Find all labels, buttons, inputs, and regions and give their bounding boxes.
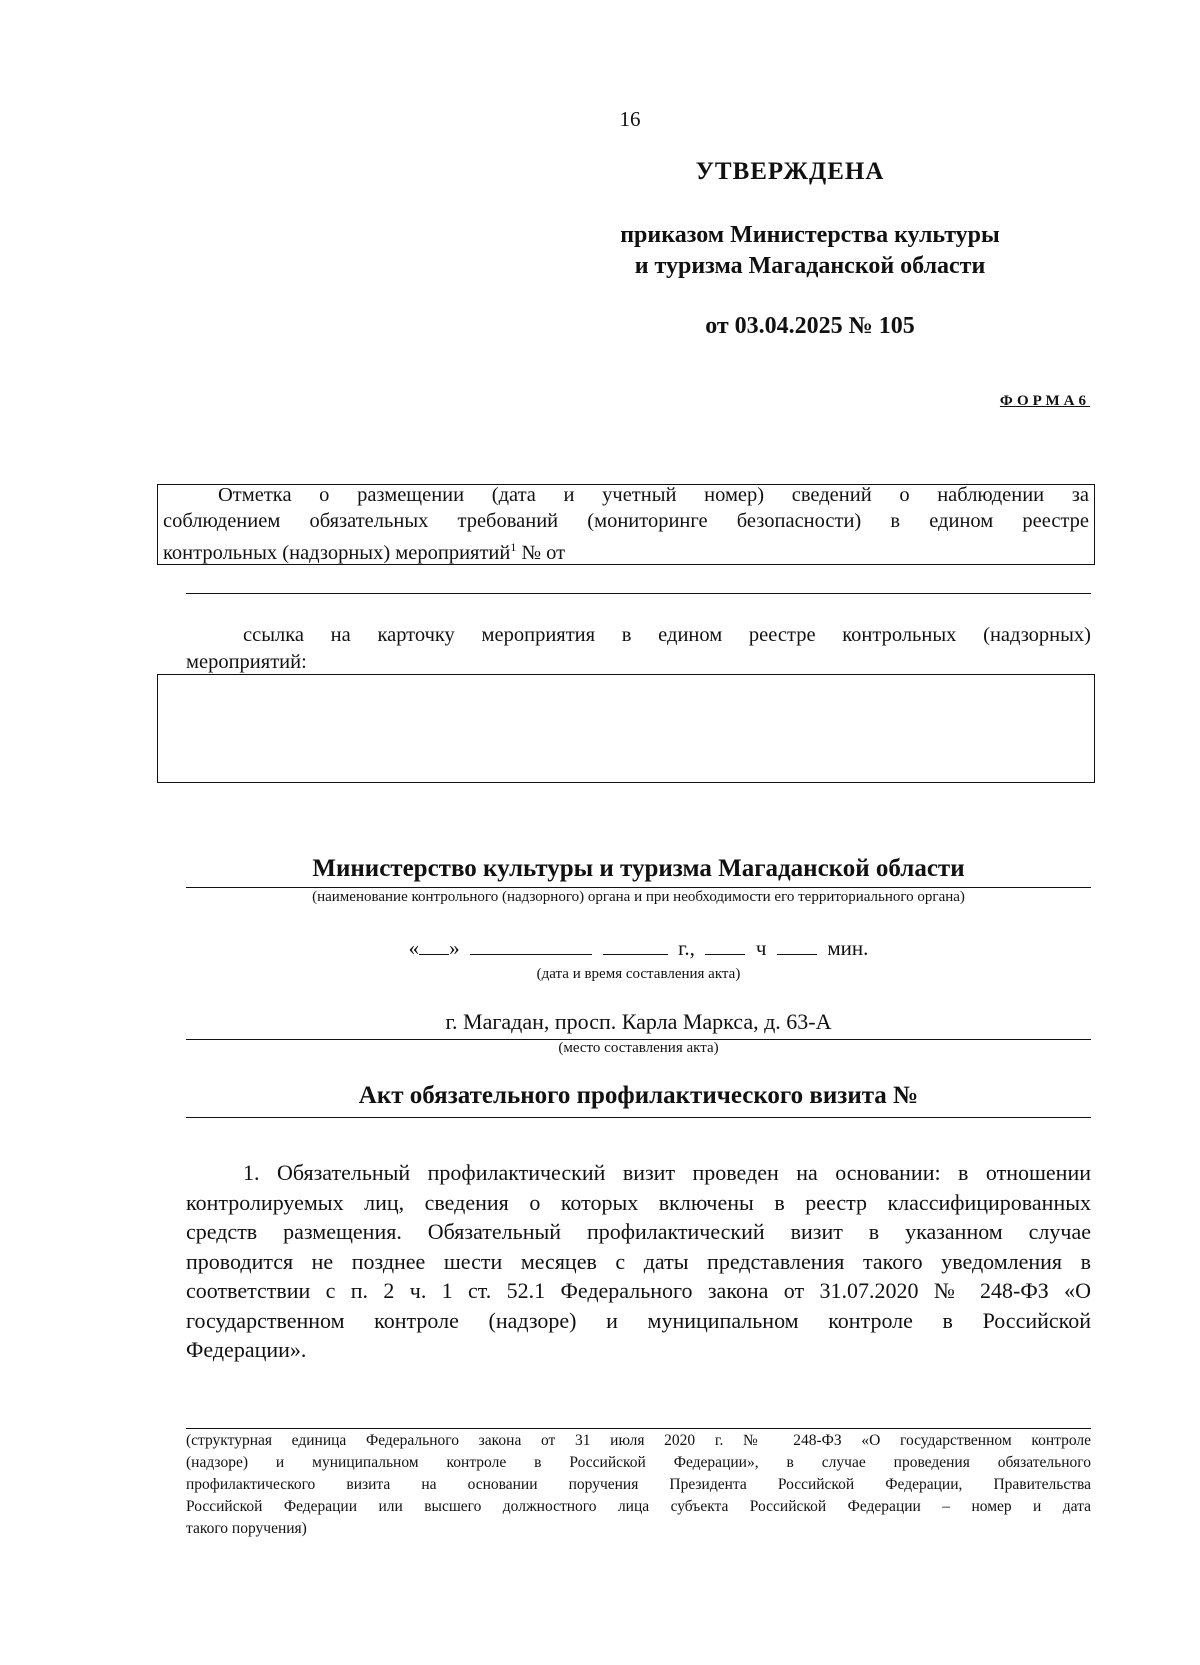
registry-line-3-text: контрольных (надзорных) мероприятий [163, 541, 511, 564]
page-number: 16 [619, 107, 641, 131]
month-blank [470, 936, 592, 955]
form-label: ФОРМА6 [999, 393, 1090, 409]
footnote [186, 1430, 1091, 1540]
authority-underline [186, 887, 1091, 888]
registry-mark-box [157, 484, 1095, 565]
act-title-underline [186, 1117, 1091, 1118]
close-quote: » [449, 936, 460, 960]
footnote-line: (структурная единица Федерального закона от 31 июля 2020 г. № 248-ФЗ «О государственном контроле [186, 1432, 1091, 1449]
footnote-line: такого поручения) [186, 1520, 307, 1537]
separator-line [186, 593, 1091, 594]
footnote-line: (надзоре) и муниципальном контроле в Российской Федерации», в случае проведения обязательного [186, 1454, 1091, 1471]
place-value: г. Магадан, просп. Карла Маркса, д. 63-А [445, 1009, 832, 1034]
card-link-box [157, 674, 1095, 783]
main-paragraph [186, 1158, 1091, 1365]
order-line-1: приказом Министерства культуры [620, 222, 1000, 248]
paragraph-line: контролируемых лиц, сведения о которых включены в реестр классифицированных [186, 1189, 1091, 1215]
minutes-suffix: мин. [827, 936, 869, 960]
paragraph-line: проводится не позднее шести месяцев с даты представления такого уведомления в [186, 1248, 1091, 1274]
minutes-blank [777, 936, 817, 955]
paragraph-line: Федерации». [186, 1337, 307, 1362]
registry-line-3 [163, 534, 1089, 566]
order-line-2: и туризма Магаданской области [634, 253, 986, 279]
authority-caption: (наименование контрольного (надзорного) органа и при необходимости его территориального органа) [312, 889, 965, 905]
datetime-caption: (дата и время составления акта) [536, 966, 741, 982]
order-date: от 03.04.2025 № 105 [705, 313, 915, 339]
hours-blank [705, 936, 745, 955]
card-link-label [186, 624, 1091, 647]
year-suffix: г., [678, 936, 695, 960]
approved-title: УТВЕРЖДЕНА [695, 158, 885, 185]
registry-line-2: соблюдением обязательных требований (мониторинге безопасности) в едином реестре [163, 510, 1089, 532]
place-caption: (место составления акта) [558, 1040, 719, 1056]
open-quote: « [408, 936, 420, 960]
card-link-line-1: ссылка на карточку мероприятия в едином реестре контрольных (надзорных) [243, 624, 1091, 646]
footnote-line: Российской Федерации или высшего должностного лица субъекта Российской Федерации – номер и дата [186, 1498, 1091, 1515]
act-title: Акт обязательного профилактического визита № [358, 1082, 919, 1109]
footnote-line: профилактического визита на основании поручения Президента Российской Федерации, Правительства [186, 1476, 1091, 1493]
authority-name: Министерство культуры и туризма Магаданской области [312, 855, 965, 882]
year-blank [603, 936, 668, 955]
paragraph-line: 1. Обязательный профилактический визит проведен на основании: в отношении [243, 1160, 1091, 1185]
paragraph-line: государственном контроле (надзоре) и муниципальном контроле в Российской [186, 1307, 1091, 1333]
footnote-separator [186, 1428, 1091, 1429]
paragraph-line: соответствии с п. 2 ч. 1 ст. 52.1 Федерального закона от 31.07.2020 № 248-ФЗ «О [186, 1278, 1091, 1303]
day-blank [419, 936, 449, 955]
registry-line-1: Отметка о размещении (дата и учетный номер) сведений о наблюдении за [218, 484, 1089, 506]
hours-suffix: ч [755, 936, 767, 960]
registry-line-3-tail: № от [521, 541, 566, 564]
paragraph-line: средств размещения. Обязательный профилактический визит в указанном случае [186, 1219, 1091, 1244]
datetime-row [186, 936, 1091, 961]
card-link-line-2: мероприятий: [186, 651, 307, 673]
footnote-marker: 1 [510, 540, 517, 554]
